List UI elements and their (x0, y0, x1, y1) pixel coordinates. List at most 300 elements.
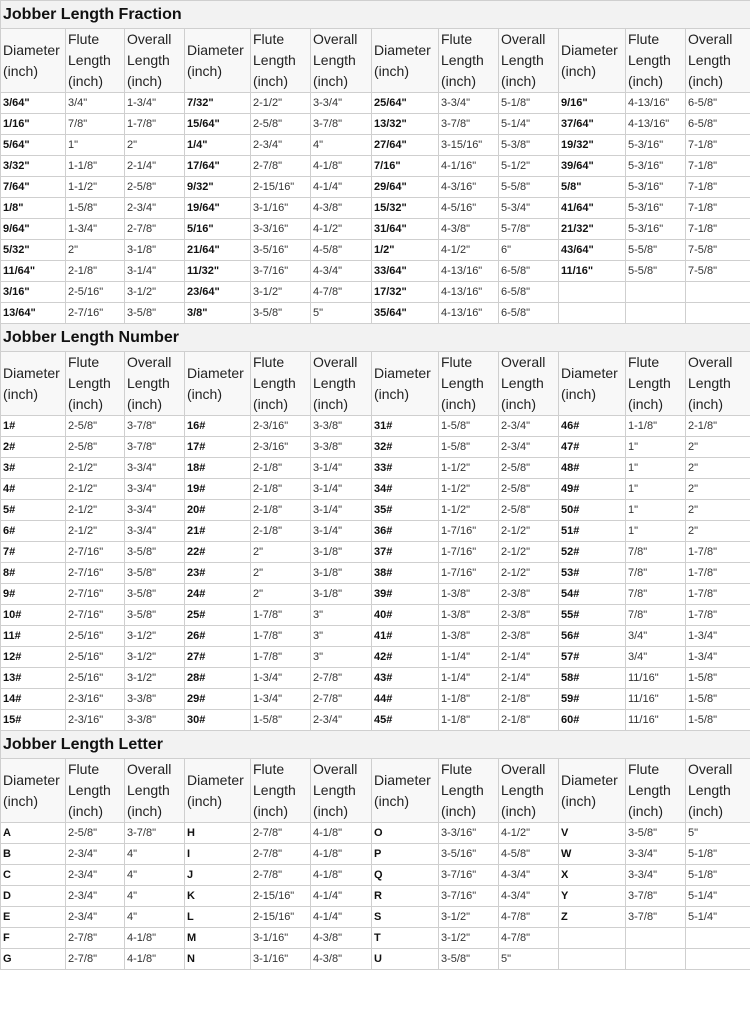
overall-length-cell: 2" (686, 500, 750, 521)
flute-length-cell: 1-5/8" (439, 437, 499, 458)
header-line: Flute (68, 31, 100, 47)
overall-length-cell: 2-3/4" (499, 437, 559, 458)
flute-length-cell: 2-1/2" (66, 500, 125, 521)
flute-length-cell: 1-7/8" (251, 647, 311, 668)
overall-length-header (125, 29, 185, 93)
header-line: (inch) (313, 396, 349, 412)
overall-length-cell: 7-1/8" (686, 177, 750, 198)
diameter-cell: 9/64" (1, 219, 66, 240)
overall-length-cell: 7-1/8" (686, 156, 750, 177)
flute-length-cell: 2-3/16" (66, 689, 125, 710)
flute-length-cell: 5-3/16" (626, 135, 686, 156)
diameter-cell: 47# (559, 437, 626, 458)
diameter-cell: 9/16" (559, 93, 626, 114)
flute-length-cell: 3-7/8" (626, 907, 686, 928)
diameter-cell: 1/16" (1, 114, 66, 135)
header-line: (inch) (561, 62, 597, 79)
flute-length-cell: 7/8" (626, 542, 686, 563)
flute-length-cell: 5-3/16" (626, 219, 686, 240)
flute-length-cell: 3-7/8" (439, 114, 499, 135)
overall-length-cell: 2" (686, 479, 750, 500)
header-line: Length (313, 782, 356, 798)
flute-length-cell: 3-1/2" (251, 282, 311, 303)
header-line: Length (253, 782, 296, 798)
overall-length-cell: 2-5/8" (125, 177, 185, 198)
overall-length-cell: 3-3/4" (125, 458, 185, 479)
flute-length-cell: 11/16" (626, 710, 686, 731)
diameter-cell: 11/64" (1, 261, 66, 282)
header-line: (inch) (628, 396, 664, 412)
overall-length-cell: 2-1/2" (499, 521, 559, 542)
diameter-cell: 22# (185, 542, 251, 563)
header-line: Length (313, 375, 356, 391)
diameter-cell: O (372, 823, 439, 844)
table-row (1, 928, 750, 949)
diameter-header (372, 759, 439, 823)
overall-length-cell: 2-1/4" (499, 668, 559, 689)
flute-length-cell: 2-5/16" (66, 668, 125, 689)
overall-length-header (686, 352, 750, 416)
overall-length-cell (686, 303, 750, 324)
flute-length-cell: 3-3/4" (626, 844, 686, 865)
overall-length-cell: 4-1/8" (311, 844, 372, 865)
diameter-cell: 35/64" (372, 303, 439, 324)
flute-length-cell: 2" (66, 240, 125, 261)
overall-length-cell: 4-1/4" (311, 907, 372, 928)
diameter-header (185, 352, 251, 416)
flute-length-cell: 2-7/8" (66, 928, 125, 949)
diameter-cell: 13# (1, 668, 66, 689)
flute-length-cell: 2-7/16" (66, 542, 125, 563)
overall-length-cell: 3-1/4" (125, 261, 185, 282)
overall-length-cell: 2" (686, 521, 750, 542)
diameter-cell: 23# (185, 563, 251, 584)
header-line: (inch) (3, 385, 39, 402)
flute-length-cell: 2-5/8" (66, 416, 125, 437)
table-row (1, 479, 750, 500)
overall-length-cell: 3-3/4" (125, 500, 185, 521)
header-line: Length (501, 782, 544, 798)
overall-length-cell: 3" (311, 626, 372, 647)
header-line: (inch) (688, 803, 724, 819)
flute-length-cell: 5-5/8" (626, 261, 686, 282)
diameter-cell: 31/64" (372, 219, 439, 240)
diameter-cell: 51# (559, 521, 626, 542)
flute-length-cell: 2-5/8" (251, 114, 311, 135)
flute-length-cell: 2-7/8" (251, 823, 311, 844)
header-line: Length (501, 52, 544, 68)
diameter-cell: E (1, 907, 66, 928)
overall-length-cell: 2-3/4" (125, 198, 185, 219)
header-line: Length (628, 782, 671, 798)
overall-length-cell: 2-1/4" (499, 647, 559, 668)
overall-length-cell: 3-1/8" (125, 240, 185, 261)
table-row (1, 114, 750, 135)
diameter-cell: 28# (185, 668, 251, 689)
diameter-cell: 44# (372, 689, 439, 710)
diameter-cell: 38# (372, 563, 439, 584)
table-body (1, 1, 750, 970)
diameter-cell: 1/4" (185, 135, 251, 156)
flute-length-cell: 2-7/8" (251, 156, 311, 177)
overall-length-cell: 4" (125, 844, 185, 865)
header-line: (inch) (501, 803, 537, 819)
overall-length-cell: 3-5/8" (125, 563, 185, 584)
header-line: Overall (127, 354, 172, 370)
table-row (1, 458, 750, 479)
diameter-header (559, 759, 626, 823)
header-line: Length (688, 375, 731, 391)
diameter-cell: J (185, 865, 251, 886)
overall-length-cell: 4" (125, 907, 185, 928)
flute-length-header (439, 759, 499, 823)
header-line: Diameter (3, 364, 60, 381)
diameter-cell: 5/32" (1, 240, 66, 261)
flute-length-cell: 1-3/4" (66, 219, 125, 240)
flute-length-cell: 1-5/8" (251, 710, 311, 731)
diameter-cell: W (559, 844, 626, 865)
diameter-cell: 48# (559, 458, 626, 479)
flute-length-cell: 1-1/2" (439, 500, 499, 521)
header-line: Overall (127, 31, 172, 47)
header-line: (inch) (3, 792, 39, 809)
flute-length-cell: 1-3/4" (251, 668, 311, 689)
table-row (1, 844, 750, 865)
diameter-cell: 39# (372, 584, 439, 605)
header-line: (inch) (68, 396, 104, 412)
flute-length-cell: 1-3/8" (439, 584, 499, 605)
header-line: Flute (441, 31, 473, 47)
header-line: (inch) (253, 73, 289, 89)
header-line: Overall (688, 354, 733, 370)
flute-length-cell: 1" (626, 479, 686, 500)
diameter-cell: 58# (559, 668, 626, 689)
header-line: Diameter (3, 771, 60, 788)
overall-length-cell: 2-1/2" (499, 542, 559, 563)
header-line: Diameter (3, 41, 60, 58)
overall-length-cell: 3-1/4" (311, 500, 372, 521)
diameter-header (372, 352, 439, 416)
flute-length-cell: 1-7/8" (251, 626, 311, 647)
header-line: Flute (253, 761, 285, 777)
flute-length-cell: 2-3/16" (251, 416, 311, 437)
header-line: Length (127, 782, 170, 798)
flute-length-cell: 2-7/8" (251, 865, 311, 886)
flute-length-cell (626, 282, 686, 303)
flute-length-cell: 4-3/16" (439, 177, 499, 198)
overall-length-cell: 5-1/8" (686, 844, 750, 865)
overall-length-header (499, 759, 559, 823)
diameter-cell: 18# (185, 458, 251, 479)
overall-length-cell: 1-3/4" (686, 626, 750, 647)
diameter-cell: 11/16" (559, 261, 626, 282)
header-line: Length (68, 782, 111, 798)
diameter-header (1, 759, 66, 823)
diameter-cell: 3/64" (1, 93, 66, 114)
flute-length-cell: 3-3/4" (439, 93, 499, 114)
diameter-cell: 49# (559, 479, 626, 500)
flute-length-cell: 1" (626, 521, 686, 542)
diameter-cell: F (1, 928, 66, 949)
diameter-cell: 31# (372, 416, 439, 437)
table-row (1, 261, 750, 282)
flute-length-cell: 1-7/16" (439, 542, 499, 563)
overall-length-cell: 3" (311, 605, 372, 626)
overall-length-header (125, 352, 185, 416)
overall-length-cell: 4" (125, 865, 185, 886)
overall-length-cell: 4-1/8" (311, 823, 372, 844)
flute-length-cell: 4-13/16" (626, 114, 686, 135)
overall-length-cell: 4-1/4" (311, 886, 372, 907)
table-row (1, 886, 750, 907)
header-line: (inch) (441, 803, 477, 819)
flute-length-cell: 2-7/16" (66, 584, 125, 605)
diameter-header (559, 352, 626, 416)
overall-length-cell: 4-7/8" (499, 907, 559, 928)
flute-length-cell: 2" (251, 563, 311, 584)
header-line: Length (688, 52, 731, 68)
header-line: (inch) (313, 73, 349, 89)
overall-length-cell: 3-1/2" (125, 282, 185, 303)
header-line: (inch) (313, 803, 349, 819)
table-row (1, 865, 750, 886)
overall-length-cell: 3-3/4" (125, 479, 185, 500)
overall-length-cell: 3-3/8" (311, 416, 372, 437)
diameter-cell: R (372, 886, 439, 907)
diameter-cell: 9# (1, 584, 66, 605)
flute-length-cell: 2-3/16" (66, 710, 125, 731)
diameter-cell: 27/64" (372, 135, 439, 156)
overall-length-header (499, 29, 559, 93)
header-line: (inch) (187, 385, 223, 402)
overall-length-cell: 6-5/8" (499, 282, 559, 303)
diameter-cell: D (1, 886, 66, 907)
overall-length-cell: 5-1/4" (686, 886, 750, 907)
overall-length-cell: 3-5/8" (125, 584, 185, 605)
diameter-cell: X (559, 865, 626, 886)
diameter-cell: 23/64" (185, 282, 251, 303)
header-line: Length (253, 52, 296, 68)
flute-length-cell: 1-1/2" (66, 177, 125, 198)
overall-length-cell: 4-3/8" (311, 928, 372, 949)
header-line: Diameter (561, 771, 618, 788)
overall-length-cell: 3-1/2" (125, 647, 185, 668)
header-line: Flute (628, 31, 660, 47)
flute-length-cell: 2" (251, 542, 311, 563)
header-line: Flute (628, 354, 660, 370)
diameter-cell: 1/8" (1, 198, 66, 219)
flute-length-cell: 1-3/8" (439, 626, 499, 647)
overall-length-header (686, 759, 750, 823)
overall-length-cell: 1-7/8" (686, 563, 750, 584)
table-row (1, 282, 750, 303)
diameter-cell: 11/32" (185, 261, 251, 282)
diameter-cell: 29/64" (372, 177, 439, 198)
header-line: (inch) (127, 396, 163, 412)
diameter-cell: 42# (372, 647, 439, 668)
diameter-cell: 6# (1, 521, 66, 542)
overall-length-header (125, 759, 185, 823)
header-line: Length (688, 782, 731, 798)
overall-length-cell: 5-1/8" (499, 93, 559, 114)
flute-length-cell: 3-3/16" (251, 219, 311, 240)
overall-length-cell: 3-1/4" (311, 521, 372, 542)
header-line: (inch) (628, 73, 664, 89)
table-row (1, 907, 750, 928)
header-line: Length (253, 375, 296, 391)
diameter-header (1, 29, 66, 93)
header-line: (inch) (441, 73, 477, 89)
flute-length-cell: 5-3/16" (626, 177, 686, 198)
overall-length-cell: 2-3/8" (499, 584, 559, 605)
table-row (1, 219, 750, 240)
overall-length-cell: 4-5/8" (311, 240, 372, 261)
overall-length-cell: 3-7/8" (125, 416, 185, 437)
diameter-cell: 46# (559, 416, 626, 437)
section-title-row (1, 731, 750, 759)
overall-length-cell: 3-3/8" (125, 689, 185, 710)
diameter-cell: 7# (1, 542, 66, 563)
flute-length-cell (626, 949, 686, 970)
flute-length-header (251, 29, 311, 93)
overall-length-cell: 2" (686, 458, 750, 479)
overall-length-cell: 4-1/2" (499, 823, 559, 844)
flute-length-cell: 2-5/16" (66, 647, 125, 668)
overall-length-cell: 1-3/4" (125, 93, 185, 114)
flute-length-cell: 2-7/16" (66, 563, 125, 584)
header-line: (inch) (187, 62, 223, 79)
flute-length-header (66, 352, 125, 416)
flute-length-cell: 2-1/8" (66, 261, 125, 282)
flute-length-cell: 3-5/16" (251, 240, 311, 261)
overall-length-cell: 6-5/8" (686, 93, 750, 114)
overall-length-header (311, 352, 372, 416)
overall-length-cell: 2-3/8" (499, 605, 559, 626)
diameter-cell: 24# (185, 584, 251, 605)
flute-length-cell: 4-13/16" (439, 303, 499, 324)
header-line: Overall (313, 761, 358, 777)
overall-length-cell: 3-7/8" (125, 437, 185, 458)
header-line: Length (127, 375, 170, 391)
flute-length-cell: 2-15/16" (251, 886, 311, 907)
header-line: (inch) (441, 396, 477, 412)
flute-length-cell: 3-5/8" (626, 823, 686, 844)
flute-length-cell: 1-1/8" (66, 156, 125, 177)
diameter-cell: 29# (185, 689, 251, 710)
diameter-cell: 35# (372, 500, 439, 521)
diameter-cell: 8# (1, 563, 66, 584)
diameter-cell: 37/64" (559, 114, 626, 135)
diameter-cell: 36# (372, 521, 439, 542)
diameter-cell: 27# (185, 647, 251, 668)
overall-length-cell: 2-1/8" (686, 416, 750, 437)
diameter-cell: 25/64" (372, 93, 439, 114)
overall-length-cell: 4-7/8" (311, 282, 372, 303)
diameter-cell: 3# (1, 458, 66, 479)
flute-length-cell: 4-1/16" (439, 156, 499, 177)
overall-length-cell: 4-1/8" (311, 156, 372, 177)
overall-length-cell: 5-1/4" (499, 114, 559, 135)
header-line: (inch) (628, 803, 664, 819)
diameter-cell: 7/64" (1, 177, 66, 198)
diameter-cell: 37# (372, 542, 439, 563)
overall-length-cell: 2" (686, 437, 750, 458)
diameter-cell: A (1, 823, 66, 844)
flute-length-cell: 3-5/8" (251, 303, 311, 324)
overall-length-cell: 3-7/8" (311, 114, 372, 135)
flute-length-cell (626, 303, 686, 324)
flute-length-cell: 1" (626, 458, 686, 479)
overall-length-cell: 3-5/8" (125, 303, 185, 324)
flute-length-cell: 3/4" (66, 93, 125, 114)
diameter-cell (559, 282, 626, 303)
overall-length-cell: 2-7/8" (311, 668, 372, 689)
overall-length-cell: 3-1/2" (125, 668, 185, 689)
overall-length-cell: 5" (686, 823, 750, 844)
diameter-cell: N (185, 949, 251, 970)
header-line: (inch) (3, 62, 39, 79)
overall-length-cell: 7-1/8" (686, 219, 750, 240)
flute-length-cell: 2-3/4" (66, 844, 125, 865)
header-line: Length (441, 375, 484, 391)
table-row (1, 605, 750, 626)
header-line: Overall (313, 354, 358, 370)
overall-length-cell: 3-1/4" (311, 458, 372, 479)
section-title-row (1, 1, 750, 29)
diameter-cell: 21/32" (559, 219, 626, 240)
flute-length-cell: 3-3/16" (439, 823, 499, 844)
diameter-cell: B (1, 844, 66, 865)
overall-length-cell: 1-7/8" (686, 584, 750, 605)
flute-length-cell: 5-3/16" (626, 156, 686, 177)
diameter-cell: 59# (559, 689, 626, 710)
header-line: Flute (628, 761, 660, 777)
overall-length-cell: 4" (125, 886, 185, 907)
table-row (1, 437, 750, 458)
flute-length-cell: 3-5/16" (439, 844, 499, 865)
flute-length-cell: 11/16" (626, 689, 686, 710)
flute-length-cell: 7/8" (626, 584, 686, 605)
table-row (1, 949, 750, 970)
diameter-cell: 4# (1, 479, 66, 500)
flute-length-cell: 3-5/8" (439, 949, 499, 970)
diameter-cell: Q (372, 865, 439, 886)
section-title: Jobber Length Letter (1, 731, 750, 759)
diameter-cell: 1/2" (372, 240, 439, 261)
header-line: Flute (253, 31, 285, 47)
overall-length-cell: 2-7/8" (125, 219, 185, 240)
diameter-cell: 52# (559, 542, 626, 563)
table-row (1, 93, 750, 114)
overall-length-cell: 6-5/8" (499, 261, 559, 282)
overall-length-header (311, 759, 372, 823)
header-line: (inch) (688, 73, 724, 89)
diameter-cell: Z (559, 907, 626, 928)
header-line: Length (501, 375, 544, 391)
flute-length-cell: 3-7/16" (251, 261, 311, 282)
flute-length-cell: 3-3/4" (626, 865, 686, 886)
overall-length-cell: 2-1/2" (499, 563, 559, 584)
flute-length-cell: 1-1/2" (439, 479, 499, 500)
overall-length-header (499, 352, 559, 416)
header-line: Length (68, 52, 111, 68)
overall-length-cell: 2-1/8" (499, 689, 559, 710)
section-title-row (1, 324, 750, 352)
diameter-cell: 41# (372, 626, 439, 647)
flute-length-cell: 1" (626, 437, 686, 458)
diameter-cell: 9/32" (185, 177, 251, 198)
overall-length-cell: 7-1/8" (686, 198, 750, 219)
